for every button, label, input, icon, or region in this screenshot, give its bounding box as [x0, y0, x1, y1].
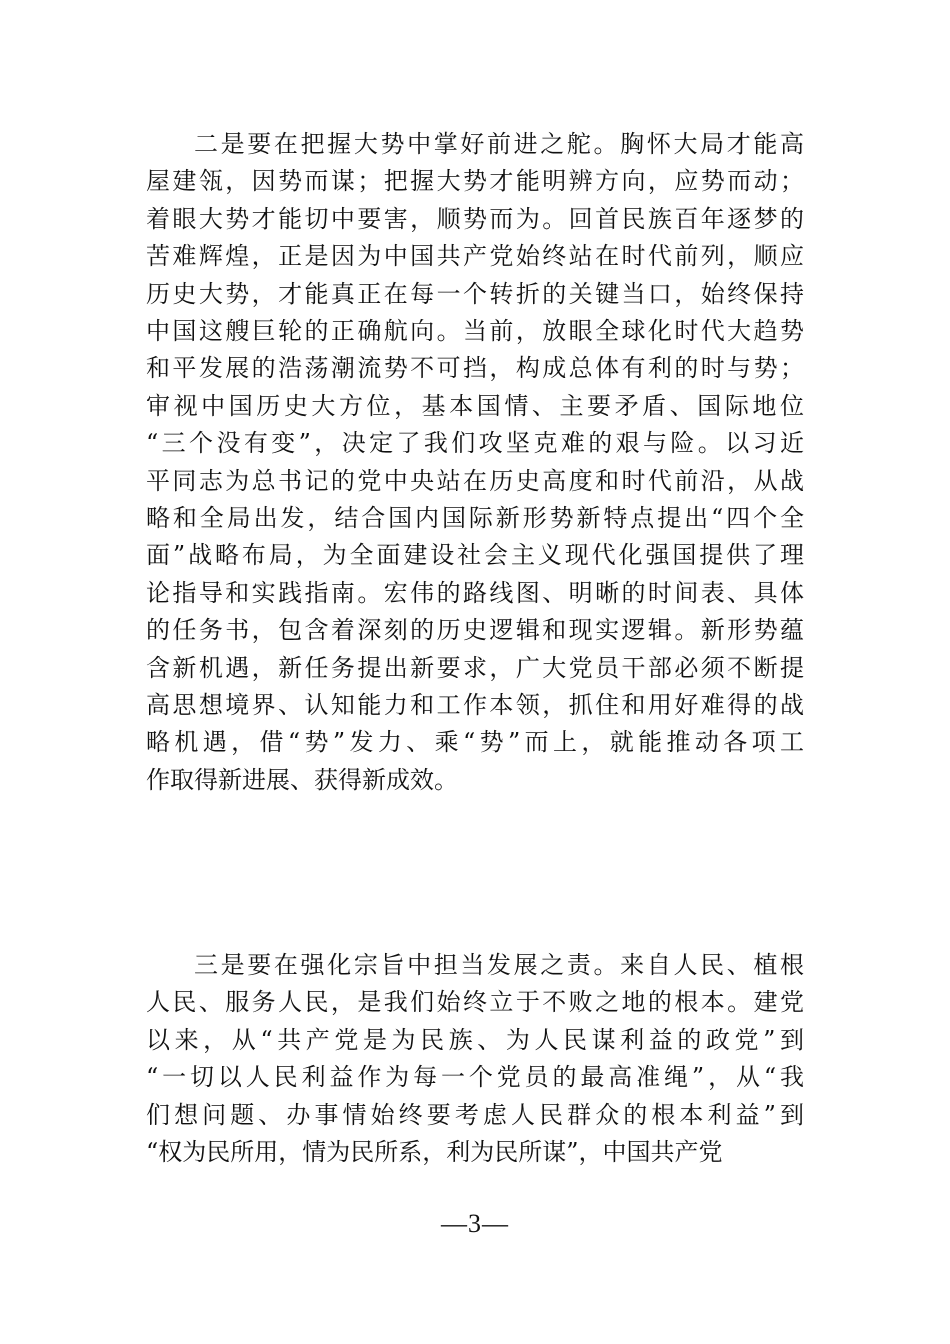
text-line: 人民、服务人民，是我们始终立于不败之地的根本。建党 — [146, 988, 804, 1017]
text-line: “权为民所用，情为民所系，利为民所谋”，中国共产党 — [146, 1138, 723, 1166]
text-line: 高思想境界、认知能力和工作本领，抓住和用好难得的战 — [146, 691, 804, 719]
text-line: 中国这艘巨轮的正确航向。当前，放眼全球化时代大趋势 — [146, 317, 804, 345]
text-line: 略和全局出发，结合国内国际新形势新特点提出“四个全 — [146, 504, 804, 532]
text-line: 苦难辉煌，正是因为中国共产党始终站在时代前列，顺应 — [146, 242, 804, 271]
text-line: 论指导和实践指南。宏伟的路线图、明晰的时间表、具体 — [146, 578, 804, 607]
text-line: 屋建瓴，因势而谋；把握大势才能明辨方向，应势而动； — [146, 167, 804, 196]
text-line: 三是要在强化宗旨中担当发展之责。来自人民、植根 — [194, 951, 804, 979]
text-line: “一切以人民利益作为每一个党员的最高准绳”，从“我 — [146, 1063, 804, 1092]
text-line: 以来，从“共产党是为民族、为人民谋利益的政党”到 — [146, 1025, 804, 1054]
text-line: 着眼大势才能切中要害，顺势而为。回首民族百年逐梦的 — [146, 204, 804, 233]
page-number: —3— — [441, 1209, 509, 1238]
text-line: 含新机遇，新任务提出新要求，广大党员干部必须不断提 — [146, 653, 804, 682]
text-line: 略机遇，借“势”发力、乘“势”而上，就能推动各项工 — [146, 728, 804, 757]
text-line: 审视中国历史大方位，基本国情、主要矛盾、国际地位 — [146, 391, 804, 420]
text-line: 历史大势，才能真正在每一个转折的关键当口，始终保持 — [146, 279, 804, 308]
text-line: 二是要在把握大势中掌好前进之舵。胸怀大局才能高 — [194, 130, 804, 158]
text-line: 面”战略布局，为全面建设社会主义现代化强国提供了理 — [146, 541, 804, 570]
text-line: 和平发展的浩荡潮流势不可挡，构成总体有利的时与势； — [146, 354, 804, 383]
text-line: 们想问题、办事情始终要考虑人民群众的根本利益”到 — [146, 1100, 804, 1129]
text-line: 平同志为总书记的党中央站在历史高度和时代前沿，从战 — [146, 466, 804, 495]
text-line: “三个没有变”，决定了我们攻坚克难的艰与险。以习近 — [146, 429, 804, 458]
text-line: 作取得新进展、获得新成效。 — [146, 765, 458, 794]
text-line: 的任务书，包含着深刻的历史逻辑和现实逻辑。新形势蕴 — [146, 616, 804, 645]
